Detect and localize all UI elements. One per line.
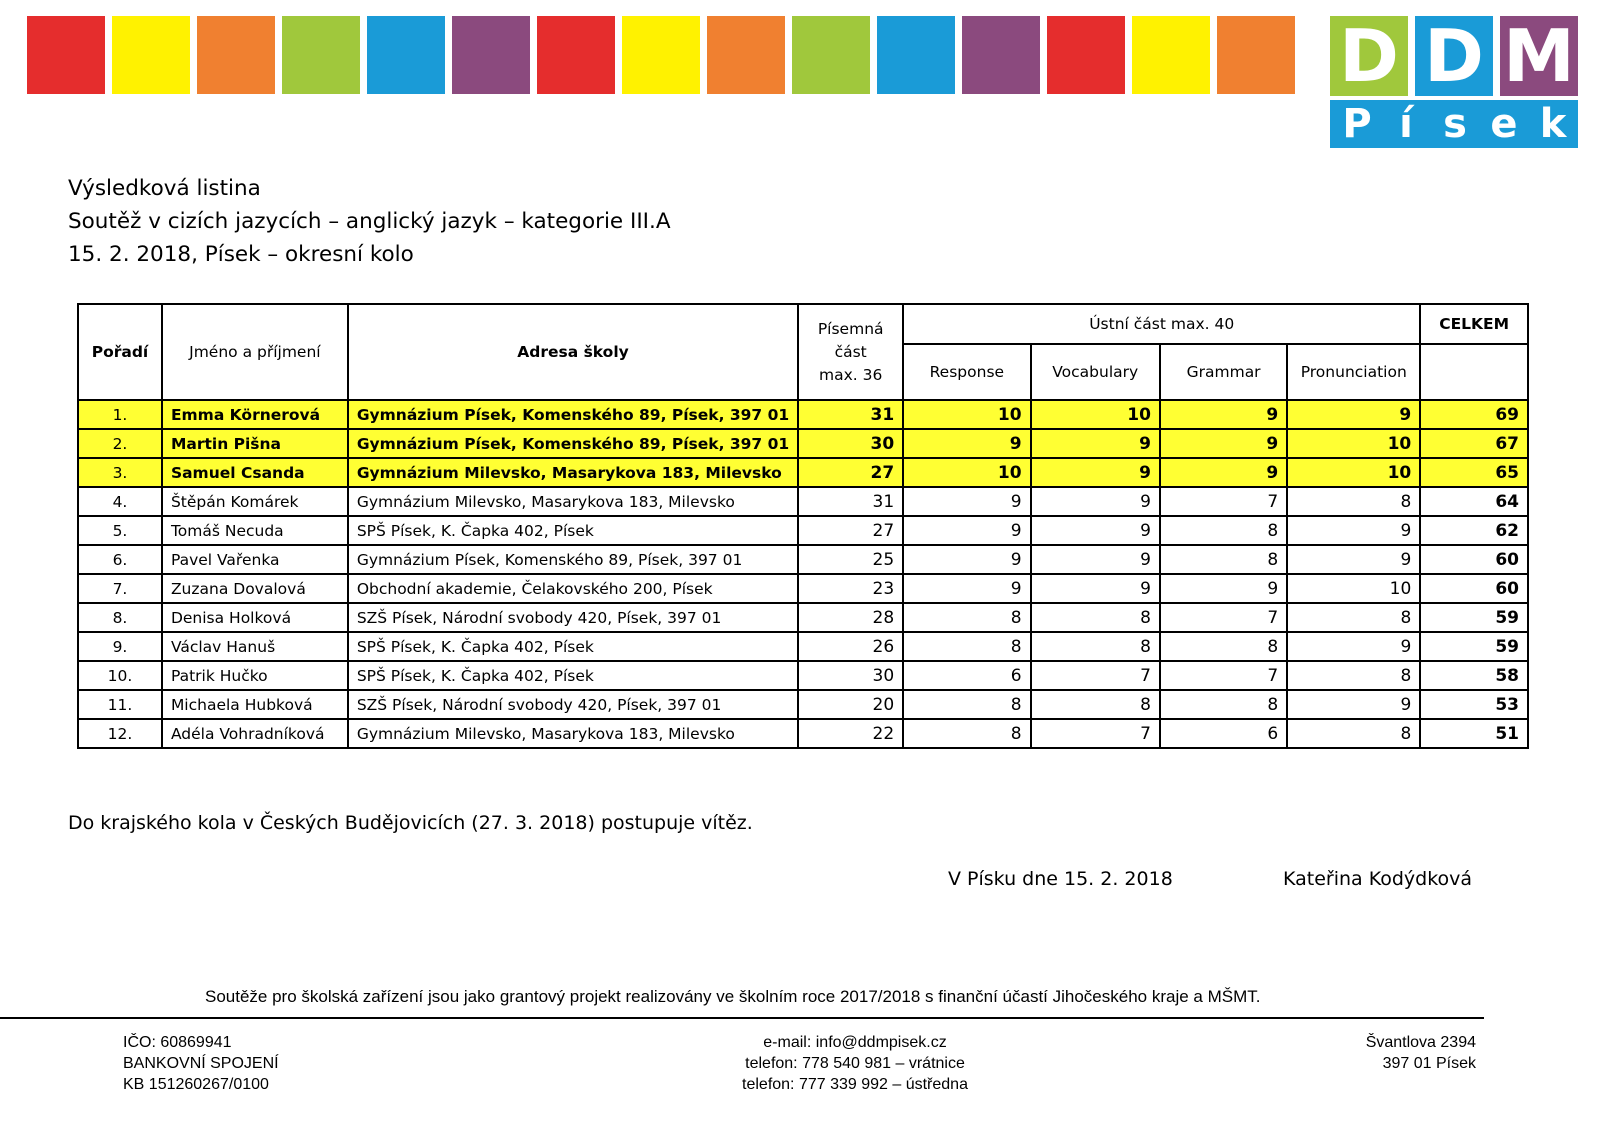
cell-pronunciation: 9 <box>1287 516 1420 545</box>
cell-name: Štěpán Komárek <box>162 487 348 516</box>
table-row <box>78 690 1528 719</box>
logo-letter-m: M <box>1500 16 1578 96</box>
logo-letter: s <box>1443 101 1467 147</box>
cell-total: 69 <box>1420 400 1528 429</box>
cell-vocabulary: 8 <box>1031 603 1160 632</box>
cell-grammar: 7 <box>1160 661 1287 690</box>
cell-response: 6 <box>903 661 1030 690</box>
logo-letter: í <box>1399 101 1413 147</box>
cell-school: SPŠ Písek, K. Čapka 402, Písek <box>348 516 798 545</box>
cell-name: Adéla Vohradníková <box>162 719 348 748</box>
footer-phone-reception: telefon: 778 540 981 – vrátnice <box>745 1055 965 1072</box>
header-total-empty <box>1420 344 1528 400</box>
cell-rank: 7. <box>78 574 162 603</box>
cell-school: SZŠ Písek, Národní svobody 420, Písek, 397 01 <box>348 603 798 632</box>
cell-name: Patrik Hučko <box>162 661 348 690</box>
cell-response: 8 <box>903 603 1030 632</box>
cell-vocabulary: 9 <box>1031 574 1160 603</box>
header-total: CELKEM <box>1420 304 1528 344</box>
cell-rank: 10. <box>78 661 162 690</box>
cell-school: SPŠ Písek, K. Čapka 402, Písek <box>348 661 798 690</box>
table-row <box>78 661 1528 690</box>
header-vocabulary: Vocabulary <box>1031 344 1160 400</box>
footer-email: e-mail: info@ddmpisek.cz <box>763 1034 947 1051</box>
cell-name: Václav Hanuš <box>162 632 348 661</box>
cell-pronunciation: 9 <box>1287 632 1420 661</box>
cell-vocabulary: 9 <box>1031 487 1160 516</box>
logo-letter-d1: D <box>1330 16 1408 96</box>
cell-school: Obchodní akademie, Čelakovského 200, Písek <box>348 574 798 603</box>
cell-total: 65 <box>1420 458 1528 487</box>
header-response: Response <box>903 344 1030 400</box>
color-square <box>537 16 615 94</box>
signature-name: Kateřina Kodýdková <box>1283 868 1473 890</box>
table-row <box>78 487 1528 516</box>
cell-rank: 4. <box>78 487 162 516</box>
footer-address <box>1366 1032 1476 1074</box>
table-row <box>78 458 1528 487</box>
cell-grammar: 8 <box>1160 516 1287 545</box>
color-square <box>112 16 190 94</box>
document-heading <box>68 172 671 271</box>
cell-written: 27 <box>798 458 903 487</box>
table-row <box>78 603 1528 632</box>
cell-written: 27 <box>798 516 903 545</box>
cell-vocabulary: 9 <box>1031 429 1160 458</box>
footer-ids <box>123 1032 279 1095</box>
cell-pronunciation: 10 <box>1287 458 1420 487</box>
header-rank: Pořadí <box>78 304 162 400</box>
table-row <box>78 400 1528 429</box>
cell-response: 8 <box>903 719 1030 748</box>
cell-grammar: 9 <box>1160 400 1287 429</box>
footer-street: Švantlova 2394 <box>1365 1034 1476 1051</box>
cell-written: 20 <box>798 690 903 719</box>
cell-school: Gymnázium Milevsko, Masarykova 183, Milevsko <box>348 719 798 748</box>
color-square <box>452 16 530 94</box>
table-row <box>78 429 1528 458</box>
cell-grammar: 8 <box>1160 690 1287 719</box>
cell-rank: 2. <box>78 429 162 458</box>
cell-school: Gymnázium Písek, Komenského 89, Písek, 397 01 <box>348 429 798 458</box>
table-row <box>78 632 1528 661</box>
cell-written: 23 <box>798 574 903 603</box>
cell-name: Emma Körnerová <box>162 400 348 429</box>
logo-pisek <box>1330 100 1578 148</box>
cell-written: 28 <box>798 603 903 632</box>
color-square <box>792 16 870 94</box>
cell-school: SPŠ Písek, K. Čapka 402, Písek <box>348 632 798 661</box>
cell-pronunciation: 8 <box>1287 487 1420 516</box>
table-row <box>78 719 1528 748</box>
footer-ico: IČO: 60869941 <box>123 1034 232 1051</box>
footer-divider <box>0 1017 1484 1019</box>
header-school: Adresa školy <box>348 304 798 400</box>
color-square <box>962 16 1040 94</box>
cell-vocabulary: 8 <box>1031 690 1160 719</box>
cell-written: 26 <box>798 632 903 661</box>
cell-name: Samuel Csanda <box>162 458 348 487</box>
cell-total: 59 <box>1420 603 1528 632</box>
cell-pronunciation: 8 <box>1287 661 1420 690</box>
cell-vocabulary: 9 <box>1031 545 1160 574</box>
cell-vocabulary: 7 <box>1031 719 1160 748</box>
color-square <box>197 16 275 94</box>
cell-response: 10 <box>903 458 1030 487</box>
cell-school: Gymnázium Milevsko, Masarykova 183, Milevsko <box>348 458 798 487</box>
cell-grammar: 7 <box>1160 487 1287 516</box>
cell-response: 8 <box>903 632 1030 661</box>
logo-letter: k <box>1539 101 1567 147</box>
cell-pronunciation: 9 <box>1287 545 1420 574</box>
table-header-row <box>78 304 1528 344</box>
color-square <box>1047 16 1125 94</box>
header-grammar: Grammar <box>1160 344 1287 400</box>
logo-letter: e <box>1490 101 1518 147</box>
cell-response: 9 <box>903 574 1030 603</box>
cell-written: 31 <box>798 400 903 429</box>
color-square <box>367 16 445 94</box>
cell-response: 9 <box>903 429 1030 458</box>
cell-response: 9 <box>903 487 1030 516</box>
heading-date-place: 15. 2. 2018, Písek – okresní kolo <box>68 242 414 267</box>
cell-total: 51 <box>1420 719 1528 748</box>
color-square <box>877 16 955 94</box>
cell-written: 30 <box>798 429 903 458</box>
color-square <box>707 16 785 94</box>
cell-vocabulary: 9 <box>1031 516 1160 545</box>
cell-written: 31 <box>798 487 903 516</box>
cell-response: 8 <box>903 690 1030 719</box>
grant-note: Soutěže pro školská zařízení jsou jako grantový projekt realizovány ve školním roce 2017/2018 s finanční účastí Jihočeského kraje a MŠMT. <box>205 987 1261 1006</box>
cell-rank: 11. <box>78 690 162 719</box>
logo-ddm <box>1330 16 1578 96</box>
cell-school: Gymnázium Písek, Komenského 89, Písek, 397 01 <box>348 545 798 574</box>
cell-pronunciation: 8 <box>1287 603 1420 632</box>
cell-rank: 5. <box>78 516 162 545</box>
color-square <box>27 16 105 94</box>
color-square <box>282 16 360 94</box>
cell-written: 25 <box>798 545 903 574</box>
cell-rank: 8. <box>78 603 162 632</box>
cell-grammar: 9 <box>1160 458 1287 487</box>
cell-vocabulary: 10 <box>1031 400 1160 429</box>
results-table <box>77 303 1529 749</box>
cell-grammar: 7 <box>1160 603 1287 632</box>
cell-total: 60 <box>1420 545 1528 574</box>
footer-contacts <box>600 1032 1110 1095</box>
cell-name: Michaela Hubková <box>162 690 348 719</box>
cell-grammar: 9 <box>1160 429 1287 458</box>
cell-pronunciation: 10 <box>1287 429 1420 458</box>
cell-grammar: 9 <box>1160 574 1287 603</box>
header-oral: Ústní část max. 40 <box>903 304 1420 344</box>
footer-phone-main: telefon: 777 339 992 – ústředna <box>742 1076 968 1093</box>
cell-pronunciation: 8 <box>1287 719 1420 748</box>
header-pronunciation: Pronunciation <box>1287 344 1420 400</box>
color-square <box>1132 16 1210 94</box>
cell-school: Gymnázium Milevsko, Masarykova 183, Milevsko <box>348 487 798 516</box>
cell-grammar: 8 <box>1160 545 1287 574</box>
cell-name: Pavel Vařenka <box>162 545 348 574</box>
cell-total: 60 <box>1420 574 1528 603</box>
cell-name: Tomáš Necuda <box>162 516 348 545</box>
cell-pronunciation: 10 <box>1287 574 1420 603</box>
color-square <box>622 16 700 94</box>
cell-response: 9 <box>903 545 1030 574</box>
logo-letter: P <box>1342 101 1372 147</box>
cell-rank: 12. <box>78 719 162 748</box>
cell-name: Zuzana Dovalová <box>162 574 348 603</box>
footer-bank-label: BANKOVNÍ SPOJENÍ <box>123 1055 279 1072</box>
footer-city: 397 01 Písek <box>1382 1055 1476 1072</box>
cell-vocabulary: 9 <box>1031 458 1160 487</box>
table-row <box>78 574 1528 603</box>
cell-name: Martin Pišna <box>162 429 348 458</box>
cell-total: 58 <box>1420 661 1528 690</box>
table-row <box>78 545 1528 574</box>
cell-vocabulary: 7 <box>1031 661 1160 690</box>
cell-total: 62 <box>1420 516 1528 545</box>
cell-total: 64 <box>1420 487 1528 516</box>
cell-vocabulary: 8 <box>1031 632 1160 661</box>
cell-grammar: 6 <box>1160 719 1287 748</box>
header-written: Písemná část max. 36 <box>798 304 903 400</box>
cell-written: 30 <box>798 661 903 690</box>
cell-pronunciation: 9 <box>1287 690 1420 719</box>
cell-total: 67 <box>1420 429 1528 458</box>
cell-rank: 3. <box>78 458 162 487</box>
cell-response: 9 <box>903 516 1030 545</box>
cell-rank: 1. <box>78 400 162 429</box>
heading-competition: Soutěž v cizích jazycích – anglický jazyk – kategorie III.A <box>68 209 671 234</box>
cell-total: 53 <box>1420 690 1528 719</box>
place-date: V Písku dne 15. 2. 2018 <box>948 868 1173 890</box>
ddm-pisek-logo <box>1330 16 1578 148</box>
table-row <box>78 516 1528 545</box>
cell-rank: 9. <box>78 632 162 661</box>
cell-pronunciation: 9 <box>1287 400 1420 429</box>
cell-response: 10 <box>903 400 1030 429</box>
cell-school: Gymnázium Písek, Komenského 89, Písek, 397 01 <box>348 400 798 429</box>
header-name: Jméno a příjmení <box>162 304 348 400</box>
cell-school: SZŠ Písek, Národní svobody 420, Písek, 397 01 <box>348 690 798 719</box>
logo-letter-d2: D <box>1415 16 1493 96</box>
cell-name: Denisa Holková <box>162 603 348 632</box>
color-square <box>1217 16 1295 94</box>
advance-note: Do krajského kola v Českých Budějovicích (27. 3. 2018) postupuje vítěz. <box>68 812 753 834</box>
cell-total: 59 <box>1420 632 1528 661</box>
footer-bank-account: KB 151260267/0100 <box>123 1076 269 1093</box>
cell-written: 22 <box>798 719 903 748</box>
heading-title: Výsledková listina <box>68 176 261 201</box>
cell-grammar: 8 <box>1160 632 1287 661</box>
cell-rank: 6. <box>78 545 162 574</box>
